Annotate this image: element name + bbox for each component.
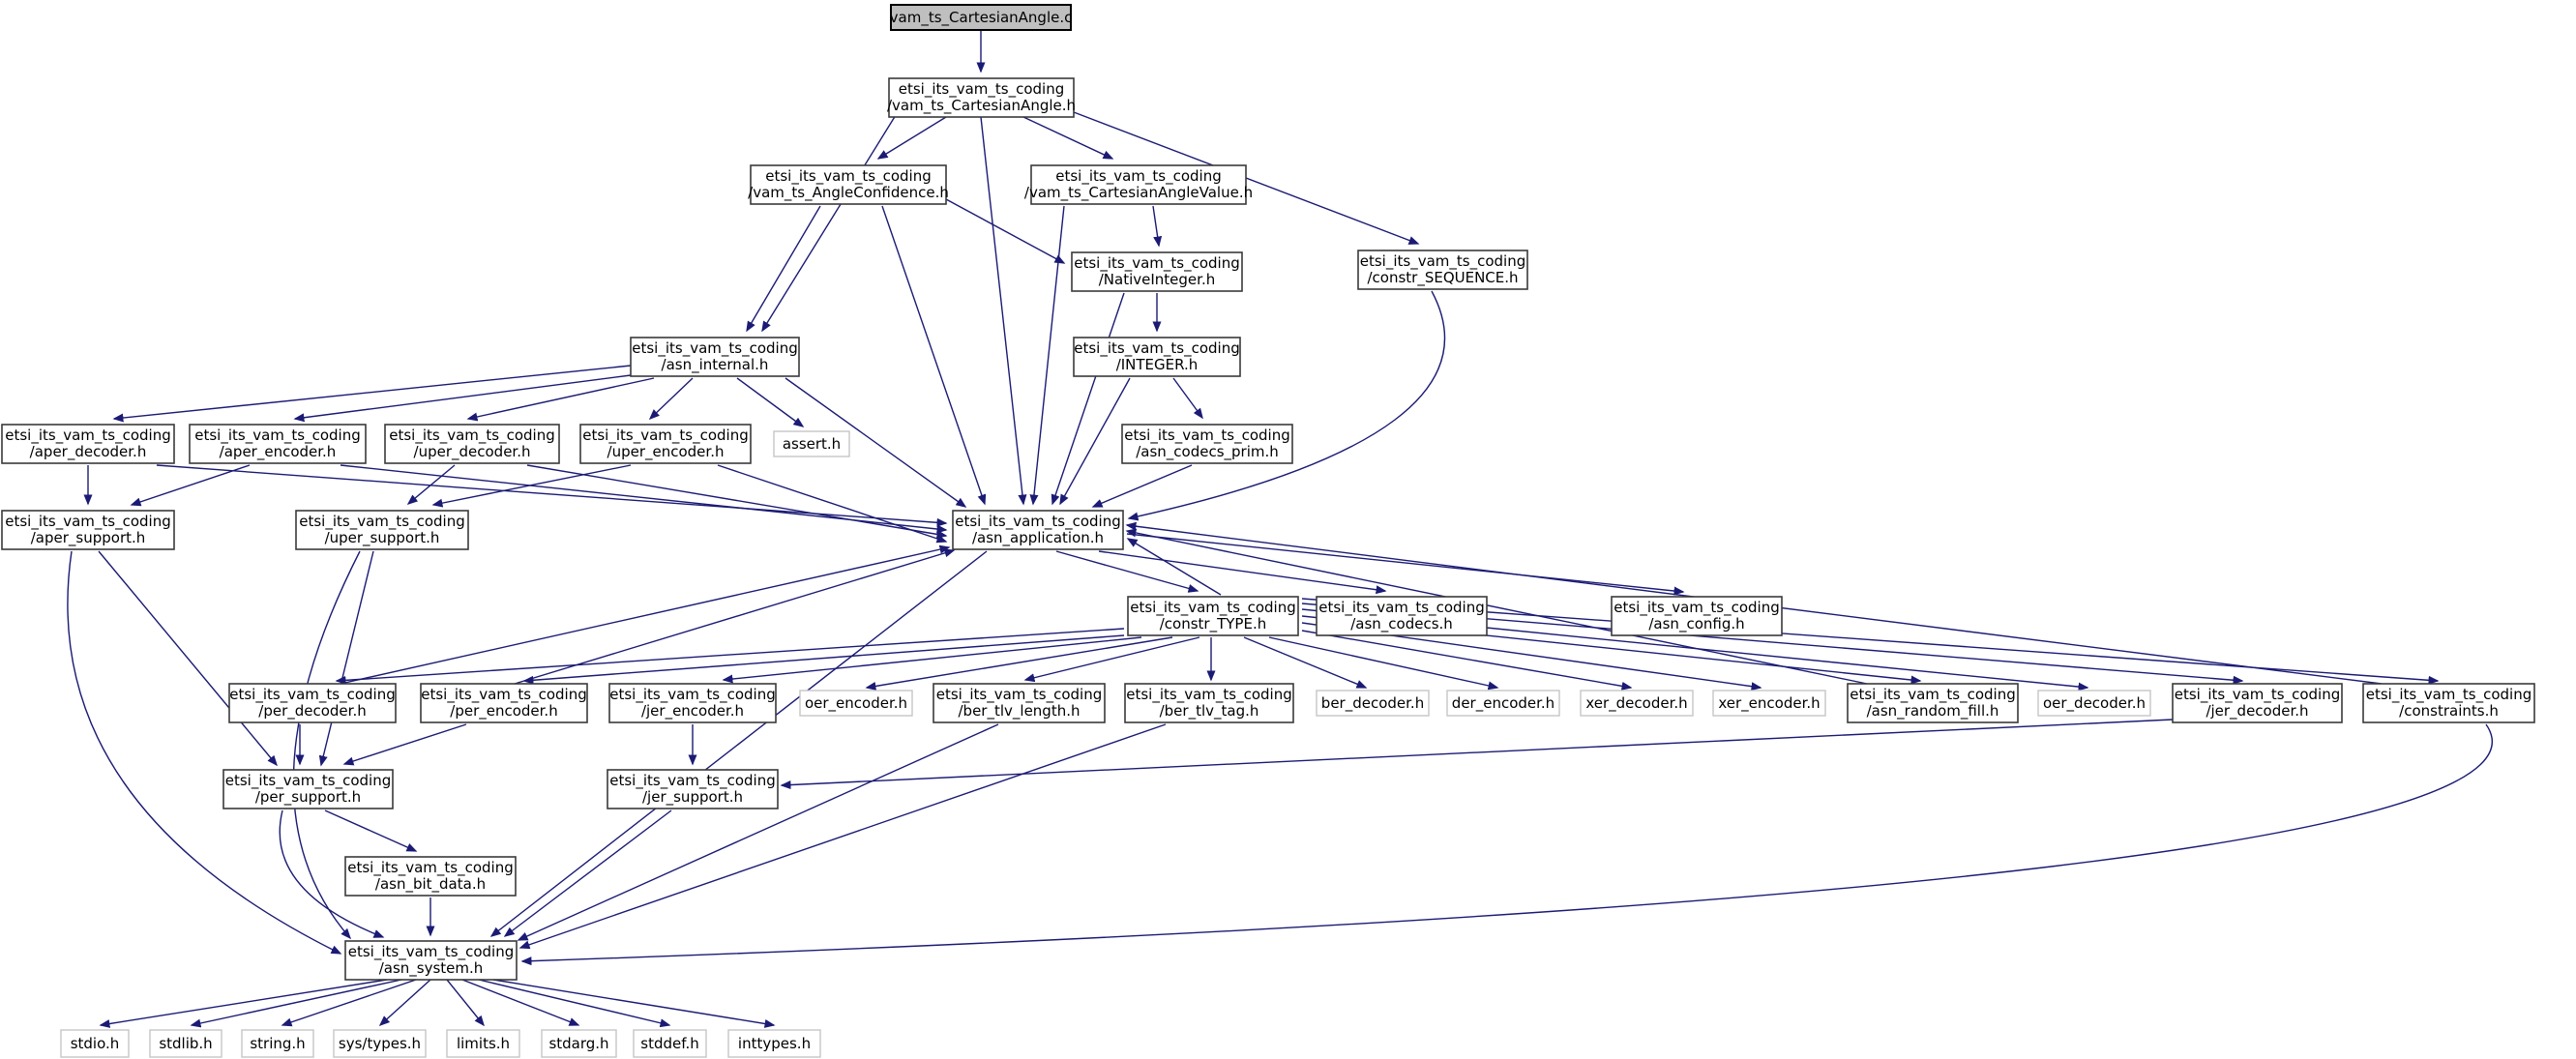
node-natint-label: etsi_its_vam_ts_coding /NativeInteger.h: [1074, 254, 1240, 288]
node-stdarg-label: stdarg.h: [548, 1035, 609, 1052]
node-btl-label: etsi_its_vam_ts_coding /ber_tlv_length.h: [935, 686, 1103, 720]
node-jerd-label: etsi_its_vam_ts_coding /jer_decoder.h: [2174, 686, 2341, 720]
node-acprim-label: etsi_its_vam_ts_coding /asn_codecs_prim.h: [1124, 427, 1290, 460]
node-jere[interactable]: [609, 684, 776, 722]
node-assert: [774, 431, 849, 456]
node-aint[interactable]: [631, 338, 799, 376]
edge-jers-to-asys: [505, 810, 671, 936]
edge-jerd-to-jers: [782, 720, 2173, 785]
node-limits-label: limits.h: [456, 1035, 511, 1052]
edge-natint-to-aapp: [1052, 293, 1124, 504]
edge-asys-to-stdio: [101, 980, 387, 1025]
node-stdarg: [542, 1030, 616, 1057]
node-acodecs[interactable]: [1317, 597, 1487, 635]
node-stdio: [61, 1030, 129, 1057]
node-cseq[interactable]: [1358, 250, 1527, 289]
edge-cah-to-cav: [1023, 117, 1112, 159]
node-oere: [800, 691, 912, 716]
node-aperd[interactable]: [2, 425, 174, 463]
edge-cah-to-aapp: [981, 117, 1023, 504]
edge-cah-to-aint: [762, 115, 896, 331]
node-integer-label: etsi_its_vam_ts_coding /INTEGER.h: [1074, 339, 1240, 373]
node-aperd-label: etsi_its_vam_ts_coding /aper_decoder.h: [5, 427, 171, 460]
node-xerd-label: xer_decoder.h: [1585, 694, 1688, 712]
edge-aapp-to-acodecs: [1099, 551, 1385, 591]
node-aapp[interactable]: [953, 511, 1123, 549]
edge-cah-to-angconf: [878, 117, 946, 159]
edge-pere-to-pers: [344, 724, 466, 764]
node-pere[interactable]: [421, 684, 587, 722]
node-ctype[interactable]: [1128, 597, 1298, 635]
edge-apers-to-pers: [99, 551, 277, 765]
edge-cseq-to-aapp: [1129, 291, 1445, 518]
node-jers-label: etsi_its_vam_ts_coding /jer_support.h: [609, 772, 776, 806]
edge-aperd-to-aapp: [157, 465, 946, 523]
node-string-label: string.h: [250, 1035, 306, 1052]
node-cav[interactable]: [1024, 165, 1253, 204]
node-uperd-label: etsi_its_vam_ts_coding /uper_decoder.h: [389, 427, 555, 460]
node-apers-label: etsi_its_vam_ts_coding /aper_support.h: [5, 513, 171, 546]
node-arf-label: etsi_its_vam_ts_coding /asn_random_fill.h: [1850, 686, 2016, 720]
node-aconfig-label: etsi_its_vam_ts_coding /asn_config.h: [1614, 599, 1780, 632]
edge-aapp-to-asys: [491, 551, 987, 936]
node-dere-label: der_encoder.h: [1451, 694, 1555, 712]
node-assert-label: assert.h: [782, 435, 842, 453]
node-stddef: [634, 1030, 706, 1057]
edge-angconf-to-aint: [747, 206, 820, 331]
node-jers[interactable]: [607, 770, 778, 809]
edge-ctype-to-oere: [867, 637, 1172, 688]
node-stddef-label: stddef.h: [640, 1035, 699, 1052]
edge-asys-to-stddef: [479, 980, 669, 1025]
edge-aapp-to-aconfig: [1127, 534, 1683, 592]
node-c: [890, 5, 1073, 30]
node-acodecs-label: etsi_its_vam_ts_coding /asn_codecs.h: [1318, 599, 1485, 632]
node-abd[interactable]: [345, 857, 516, 896]
node-btl[interactable]: [933, 684, 1105, 722]
node-angconf-label: etsi_its_vam_ts_coding /vam_ts_AngleConfidence.h: [748, 167, 949, 201]
node-asys-label: etsi_its_vam_ts_coding /asn_system.h: [347, 943, 515, 977]
node-upere[interactable]: [580, 425, 751, 463]
node-asys[interactable]: [345, 941, 517, 980]
nodes-layer: [2, 5, 2534, 1057]
node-ctype-label: etsi_its_vam_ts_coding /constr_TYPE.h: [1130, 599, 1296, 632]
node-integer[interactable]: [1074, 338, 1240, 376]
node-aconfig[interactable]: [1612, 597, 1782, 635]
edge-btl-to-asys: [518, 724, 998, 940]
node-abd-label: etsi_its_vam_ts_coding /asn_bit_data.h: [347, 859, 514, 893]
node-stdlib: [150, 1030, 222, 1057]
edge-asys-to-string: [282, 980, 416, 1025]
node-upere-label: etsi_its_vam_ts_coding /uper_encoder.h: [582, 427, 749, 460]
node-stdio-label: stdio.h: [70, 1035, 120, 1052]
node-acprim[interactable]: [1122, 425, 1292, 463]
node-c-label: vam_ts_CartesianAngle.c: [889, 9, 1073, 26]
edge-uperd-to-aapp: [527, 465, 946, 536]
node-natint[interactable]: [1072, 252, 1242, 291]
edge-angconf-to-aapp: [882, 206, 985, 504]
node-stdlib-label: stdlib.h: [159, 1035, 213, 1052]
edge-asys-to-inttypes: [493, 980, 774, 1025]
node-angconf[interactable]: [748, 165, 949, 204]
edge-pers-to-abd: [325, 810, 416, 851]
edge-constr-to-asys: [522, 724, 2492, 961]
node-upers-label: etsi_its_vam_ts_coding /uper_support.h: [299, 513, 465, 546]
edge-integer-to-acprim: [1173, 378, 1202, 418]
node-apere-label: etsi_its_vam_ts_coding /aper_encoder.h: [194, 427, 361, 460]
node-xere-label: xer_encoder.h: [1718, 694, 1821, 712]
node-cseq-label: etsi_its_vam_ts_coding /constr_SEQUENCE.h: [1359, 252, 1526, 286]
edge-upers-to-pers: [321, 551, 373, 765]
edge-acprim-to-aapp: [1093, 465, 1192, 507]
node-xere: [1713, 691, 1825, 716]
node-btt-label: etsi_its_vam_ts_coding /ber_tlv_tag.h: [1126, 686, 1292, 720]
node-systypes: [334, 1030, 426, 1057]
node-pere-label: etsi_its_vam_ts_coding /per_encoder.h: [421, 686, 587, 720]
node-perd-label: etsi_its_vam_ts_coding /per_decoder.h: [229, 686, 396, 720]
edge-upere-to-upers: [433, 465, 631, 505]
edge-angconf-to-natint: [946, 199, 1064, 263]
node-cah-label: etsi_its_vam_ts_coding /vam_ts_CartesianAngle.h: [886, 80, 1077, 114]
edge-integer-to-aapp: [1060, 378, 1130, 504]
edge-aint-to-assert: [737, 378, 803, 427]
node-cah[interactable]: [887, 78, 1076, 117]
edge-asys-to-stdarg: [462, 980, 578, 1025]
edge-aapp-to-ctype: [1056, 551, 1198, 591]
node-inttypes: [728, 1030, 820, 1057]
edge-aint-to-aperd: [114, 366, 631, 419]
node-constr[interactable]: [2363, 684, 2534, 722]
node-berd-label: ber_decoder.h: [1320, 694, 1425, 712]
node-oerd: [2038, 691, 2150, 716]
node-string: [242, 1030, 313, 1057]
edge-ctype-to-btl: [1025, 637, 1199, 680]
edge-ctype-to-jere: [724, 637, 1141, 680]
node-xerd: [1581, 691, 1693, 716]
edge-aint-to-upere: [650, 378, 693, 419]
node-uperd[interactable]: [385, 425, 559, 463]
node-pers[interactable]: [223, 770, 393, 809]
node-inttypes-label: inttypes.h: [737, 1035, 812, 1052]
node-apers[interactable]: [2, 511, 174, 549]
node-apere[interactable]: [190, 425, 366, 463]
node-btt[interactable]: [1125, 684, 1293, 722]
edge-cav-to-aapp: [1033, 206, 1064, 504]
node-oerd-label: oer_decoder.h: [2042, 694, 2147, 712]
edge-ctype-to-xerd: [1302, 631, 1631, 688]
node-jerd[interactable]: [2173, 684, 2342, 722]
node-perd[interactable]: [229, 684, 396, 722]
node-dere: [1447, 691, 1559, 716]
edge-aint-to-apere: [295, 375, 631, 419]
node-arf[interactable]: [1848, 684, 2018, 722]
node-constr-label: etsi_its_vam_ts_coding /constraints.h: [2365, 686, 2532, 720]
node-oere-label: oer_encoder.h: [804, 694, 908, 712]
edge-ctype-to-perd: [337, 629, 1124, 681]
node-berd: [1317, 691, 1429, 716]
edge-asys-to-systypes: [380, 980, 430, 1025]
node-pers-label: etsi_its_vam_ts_coding /per_support.h: [224, 772, 392, 806]
node-jere-label: etsi_its_vam_ts_coding /jer_encoder.h: [609, 686, 776, 720]
node-cav-label: etsi_its_vam_ts_coding /vam_ts_CartesianAngleValue.h: [1023, 167, 1254, 201]
node-aint-label: etsi_its_vam_ts_coding /asn_internal.h: [632, 339, 798, 373]
node-upers[interactable]: [296, 511, 468, 549]
edge-perd-to-aapp: [341, 547, 949, 684]
edge-apere-to-apers: [132, 465, 250, 505]
edge-cav-to-natint: [1153, 206, 1159, 246]
edge-ctype-to-pere: [524, 635, 1124, 681]
edge-asys-to-stdlib: [192, 980, 401, 1025]
node-limits: [447, 1030, 519, 1057]
edge-btt-to-asys: [520, 724, 1166, 948]
node-systypes-label: sys/types.h: [338, 1035, 422, 1052]
node-aapp-label: etsi_its_vam_ts_coding /asn_application.h: [955, 513, 1121, 546]
